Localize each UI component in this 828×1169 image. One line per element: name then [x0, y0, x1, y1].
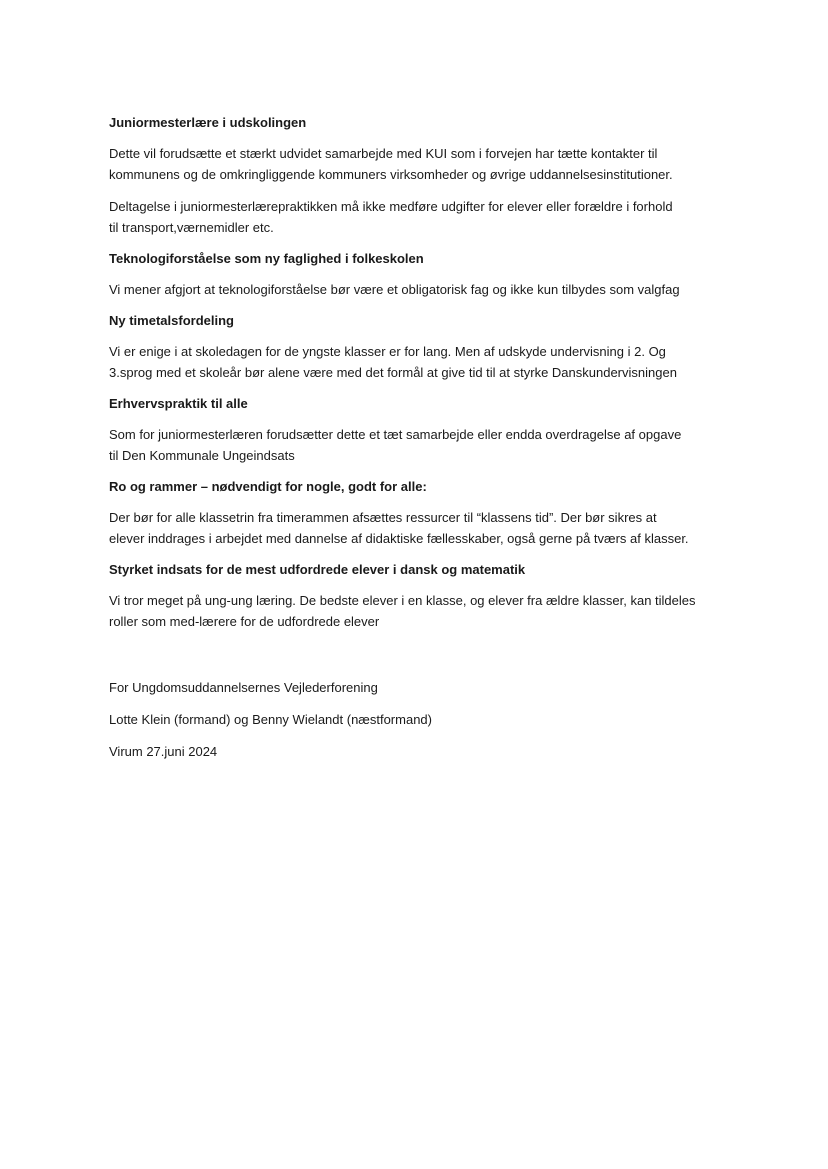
section-paragraph: Som for juniormesterlæren forudsætter dette et tæt samarbejde eller endda overdragelse af opgave til Den Kommunale Ungeindsats — [109, 427, 682, 463]
section-teknologiforstaaelse — [109, 249, 749, 300]
section-heading: Teknologiforståelse som ny faglighed i folkeskolen — [109, 251, 424, 266]
section-paragraph: Deltagelse i juniormesterlærepraktikken må ikke medføre udgifter for elever eller forældre i forhold til transport,værnemidler etc. — [109, 199, 673, 235]
section-heading: Ny timetalsfordeling — [109, 313, 234, 328]
section-paragraph: Vi mener afgjort at teknologiforståelse bør være et obligatorisk fag og ikke kun tilbydes som valgfag — [109, 282, 680, 297]
section-ro-og-rammer — [109, 477, 749, 549]
signature-organization: For Ungdomsuddannelsernes Vejlederforening — [109, 680, 378, 695]
signature-place-date: Virum 27.juni 2024 — [109, 744, 218, 759]
section-paragraph: Vi tror meget på ung-ung læring. De bedste elever i en klasse, og elever fra ældre klasser, kan tildeles roller som med-lærere for de udfordrede elever — [109, 593, 696, 629]
section-heading: Juniormesterlære i udskolingen — [109, 115, 307, 130]
signature-names: Lotte Klein (formand) og Benny Wielandt (næstformand) — [109, 712, 432, 727]
document-body — [109, 113, 749, 773]
section-heading: Erhvervspraktik til alle — [109, 396, 248, 411]
section-heading: Styrket indsats for de mest udfordrede elever i dansk og matematik — [109, 562, 526, 577]
section-erhvervspraktik — [109, 394, 749, 466]
section-juniormesterlaere — [109, 113, 749, 238]
section-paragraph: Dette vil forudsætte et stærkt udvidet samarbejde med KUI som i forvejen har tætte kontakter til kommunens og de omkringliggende kommuners virksomheder og øvrige uddannelsesinstitutioner. — [109, 146, 673, 182]
section-styrket-indsats — [109, 560, 749, 632]
section-paragraph: Der bør for alle klassetrin fra timerammen afsættes ressurcer til “klassens tid”. Der bør sikres at elever inddrages i arbejdet med dannelse af didaktiske fællesskaber, også gerne på tværs af klasser. — [109, 510, 689, 546]
section-timetalsfordeling — [109, 311, 749, 383]
signature-block — [109, 677, 749, 762]
section-heading: Ro og rammer – nødvendigt for nogle, godt for alle: — [109, 479, 427, 494]
section-paragraph: Vi er enige i at skoledagen for de yngste klasser er for lang. Men af udskyde undervisning i 2. Og 3.sprog med et skoleår bør alene være med det formål at give tid til at styrke Danskundervisningen — [109, 344, 677, 380]
